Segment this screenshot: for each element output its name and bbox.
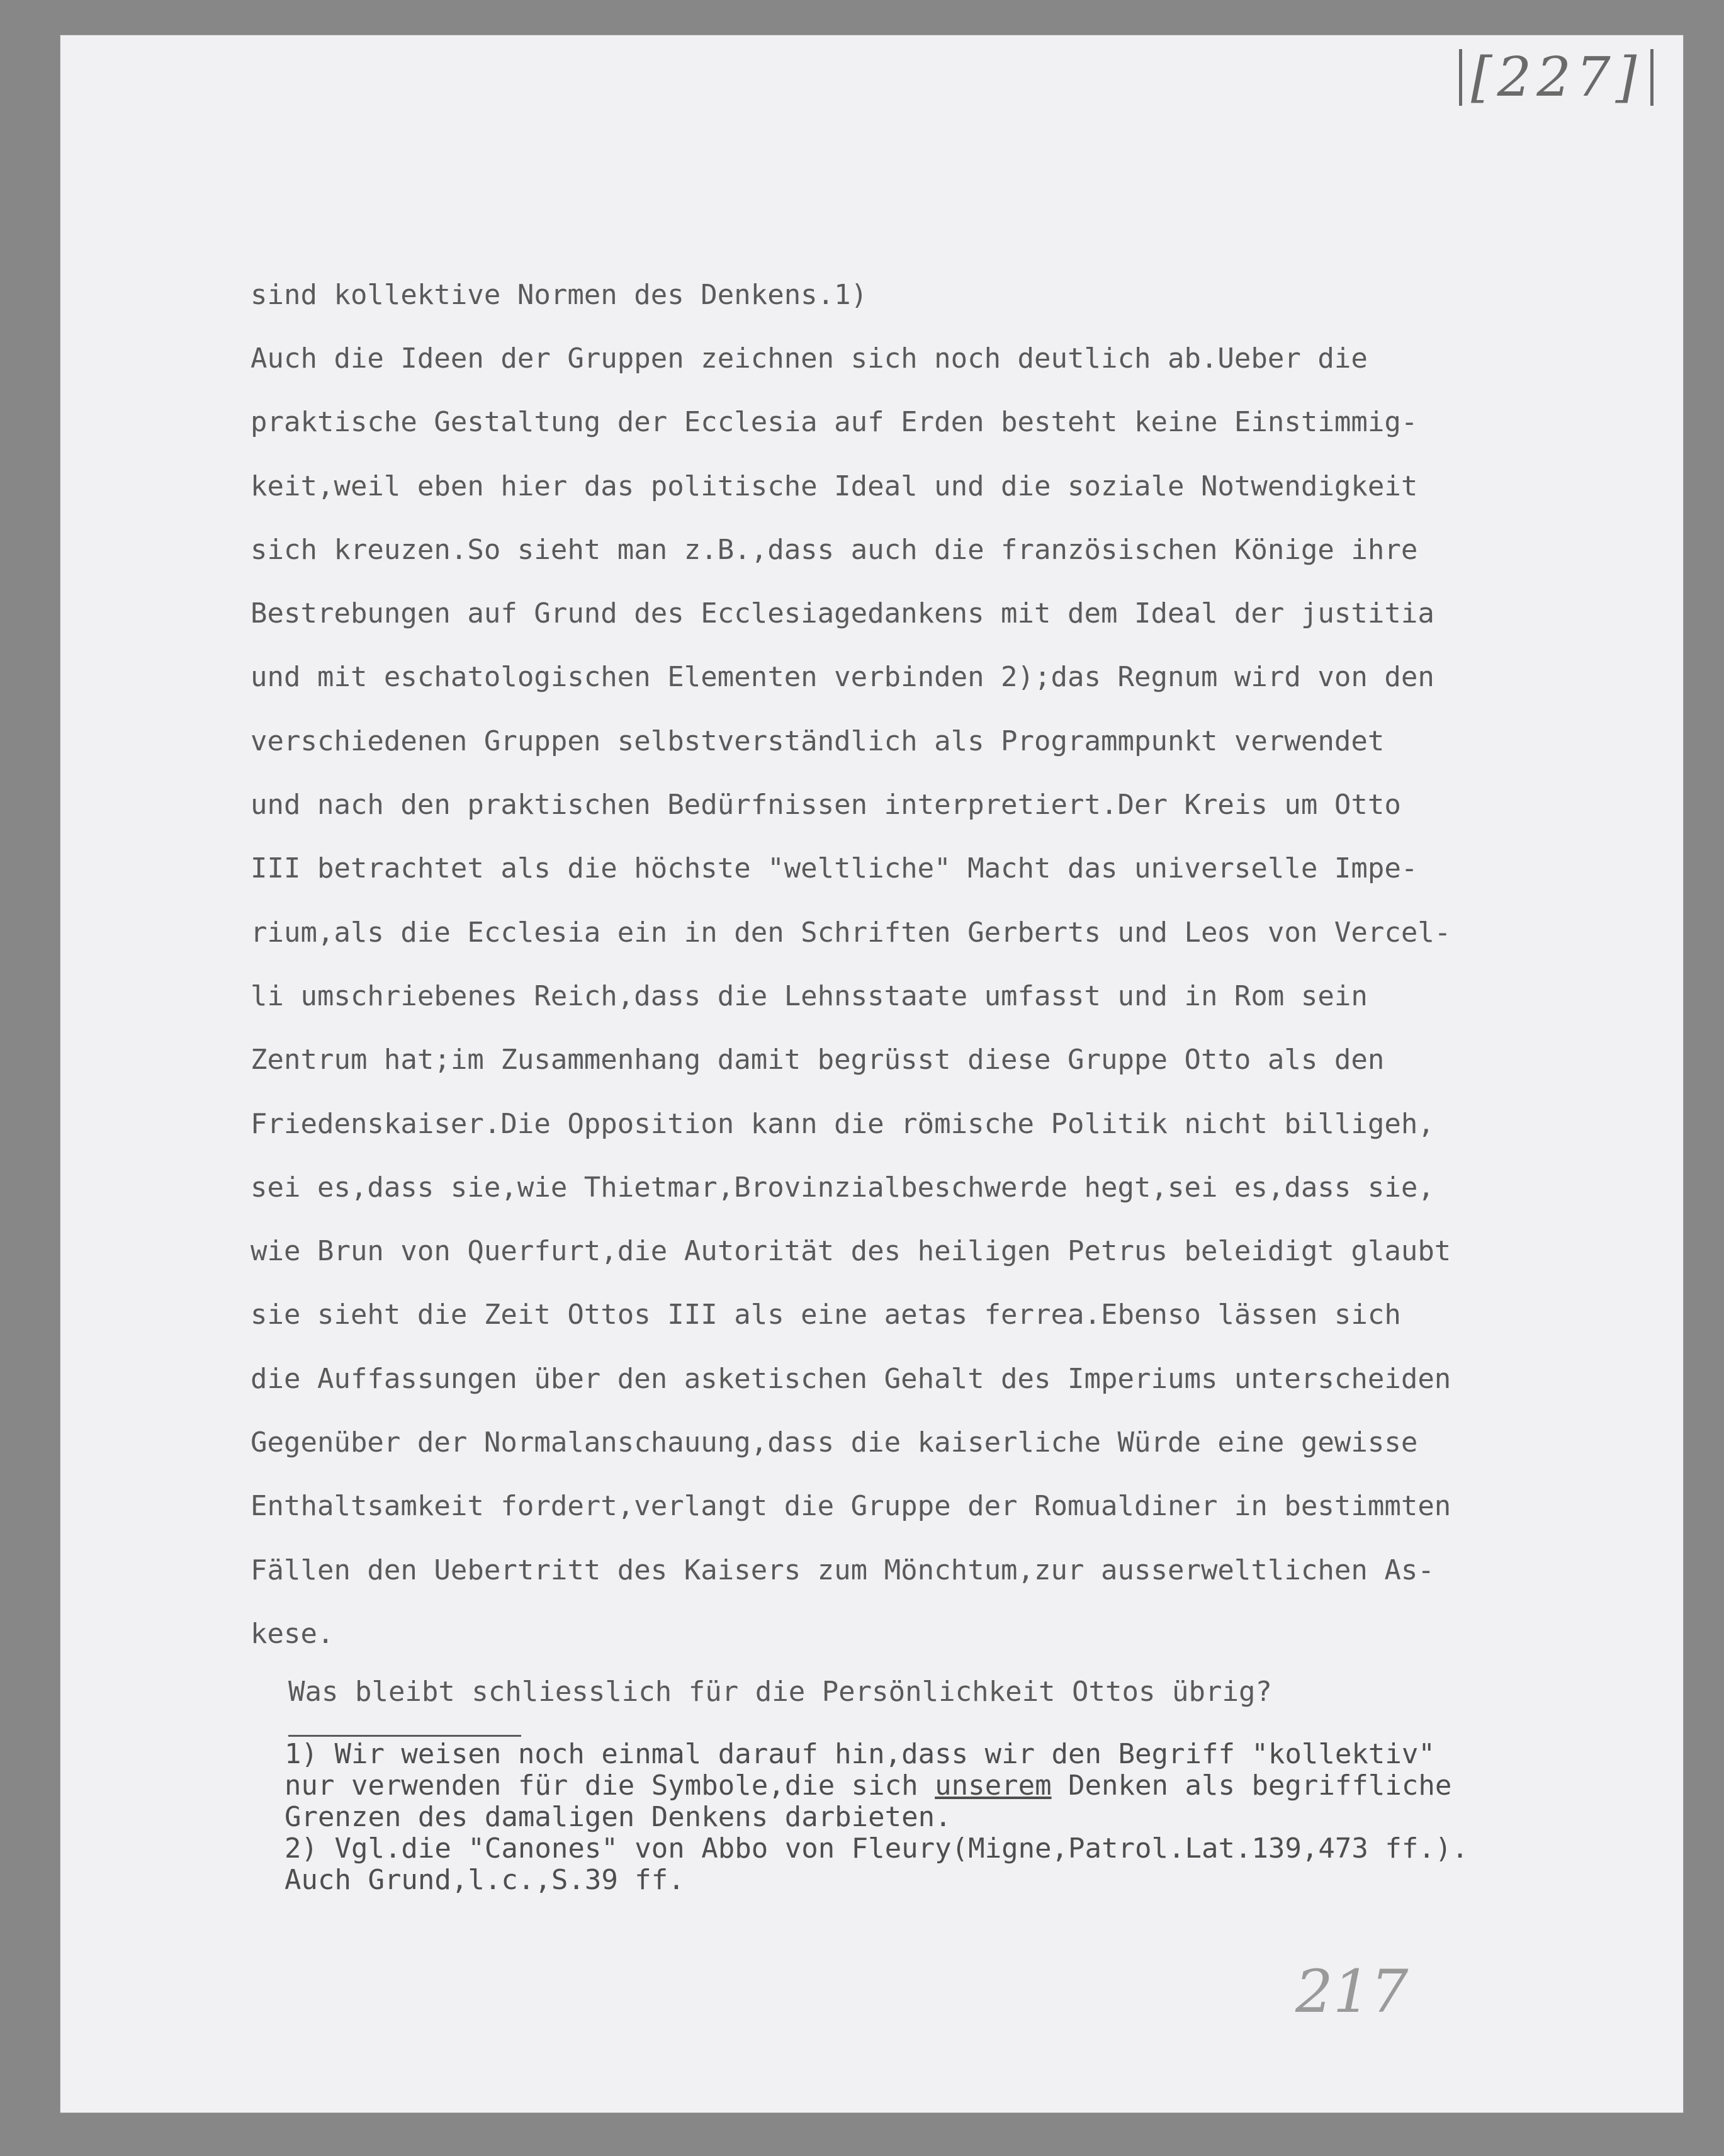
text-line: Fällen den Uebertritt des Kaisers zum Mönchtum,zur ausserweltlichen As- [251, 1554, 1434, 1586]
folio-number: 217 [1295, 1958, 1409, 2026]
footnote-text: Denken als begriffliche [1051, 1769, 1452, 1802]
text-line: sich kreuzen.So sieht man z.B.,dass auch die französischen Könige ihre [251, 533, 1418, 566]
text-line: sie sieht die Zeit Ottos III als eine aetas ferrea.Ebenso lässen sich [251, 1299, 1401, 1331]
footnote-1-line: 1) Wir weisen noch einmal darauf hin,dass wir den Begriff "kollektiv" [285, 1738, 1435, 1770]
text-line: kese. [251, 1617, 334, 1650]
footnote-1-line: Grenzen des damaligen Denkens darbieten. [285, 1801, 952, 1833]
closing-question: Was bleibt schliesslich für die Persönlichkeit Ottos übrig? [288, 1676, 1272, 1708]
text-line: und mit eschatologischen Elementen verbinden 2);das Regnum wird von den [251, 661, 1434, 694]
footnote-separator [288, 1735, 521, 1737]
text-line: und nach den praktischen Bedürfnissen interpretiert.Der Kreis um Otto [251, 789, 1401, 821]
text-line: Friedenskaiser.Die Opposition kann die römische Politik nicht billigeh, [251, 1107, 1434, 1140]
text-line: rium,als die Ecclesia ein in den Schriften Gerberts und Leos von Vercel- [251, 916, 1451, 949]
footnote-text: nur verwenden für die Symbole,die sich [285, 1769, 935, 1802]
text-line: praktische Gestaltung der Ecclesia auf Erden besteht keine Einstimmig- [251, 406, 1418, 439]
text-line: wie Brun von Querfurt,die Autorität des heiligen Petrus beleidigt glaubt [251, 1235, 1451, 1268]
body-text [251, 263, 1686, 1666]
text-line: die Auffassungen über den asketischen Gehalt des Imperiums unterscheiden [251, 1362, 1451, 1395]
footnotes [285, 1739, 1468, 1896]
footnote-1-line [285, 1770, 1468, 1802]
text-line: Bestrebungen auf Grund des Ecclesiagedankens mit dem Ideal der justitia [251, 597, 1434, 630]
text-line: Zentrum hat;im Zusammenhang damit begrüsst diese Gruppe Otto als den [251, 1044, 1385, 1076]
text-line: Gegenüber der Normalanschauung,dass die kaiserliche Würde eine gewisse [251, 1426, 1418, 1459]
footnote-2-line: Auch Grund,l.c.,S.39 ff. [285, 1864, 685, 1896]
text-line: III betrachtet als die höchste "weltliche" Macht das universelle Impe- [251, 852, 1418, 885]
footnote-2-line: 2) Vgl.die "Canones" von Abbo von Fleury(Migne,Patrol.Lat.139,473 ff.). [285, 1832, 1468, 1865]
text-line: li umschriebenes Reich,dass die Lehnsstaate umfasst und in Rom sein [251, 979, 1368, 1012]
text-line: Enthaltsamkeit fordert,verlangt die Gruppe der Romualdiner in bestimmten [251, 1490, 1451, 1523]
text-line: keit,weil eben hier das politische Ideal und die soziale Notwendigkeit [251, 470, 1418, 502]
underlined-word: unserem [935, 1769, 1052, 1802]
text-line: sei es,dass sie,wie Thietmar,Brovinzialbeschwerde hegt,sei es,dass sie, [251, 1171, 1434, 1204]
text-line: sind kollektive Normen des Denkens.1) [251, 279, 868, 311]
text-line: verschiedenen Gruppen selbstverständlich als Programmpunkt verwendet [251, 725, 1385, 757]
page-reference-number: [227] [1459, 49, 1654, 106]
text-line: Auch die Ideen der Gruppen zeichnen sich noch deutlich ab.Ueber die [251, 342, 1368, 375]
